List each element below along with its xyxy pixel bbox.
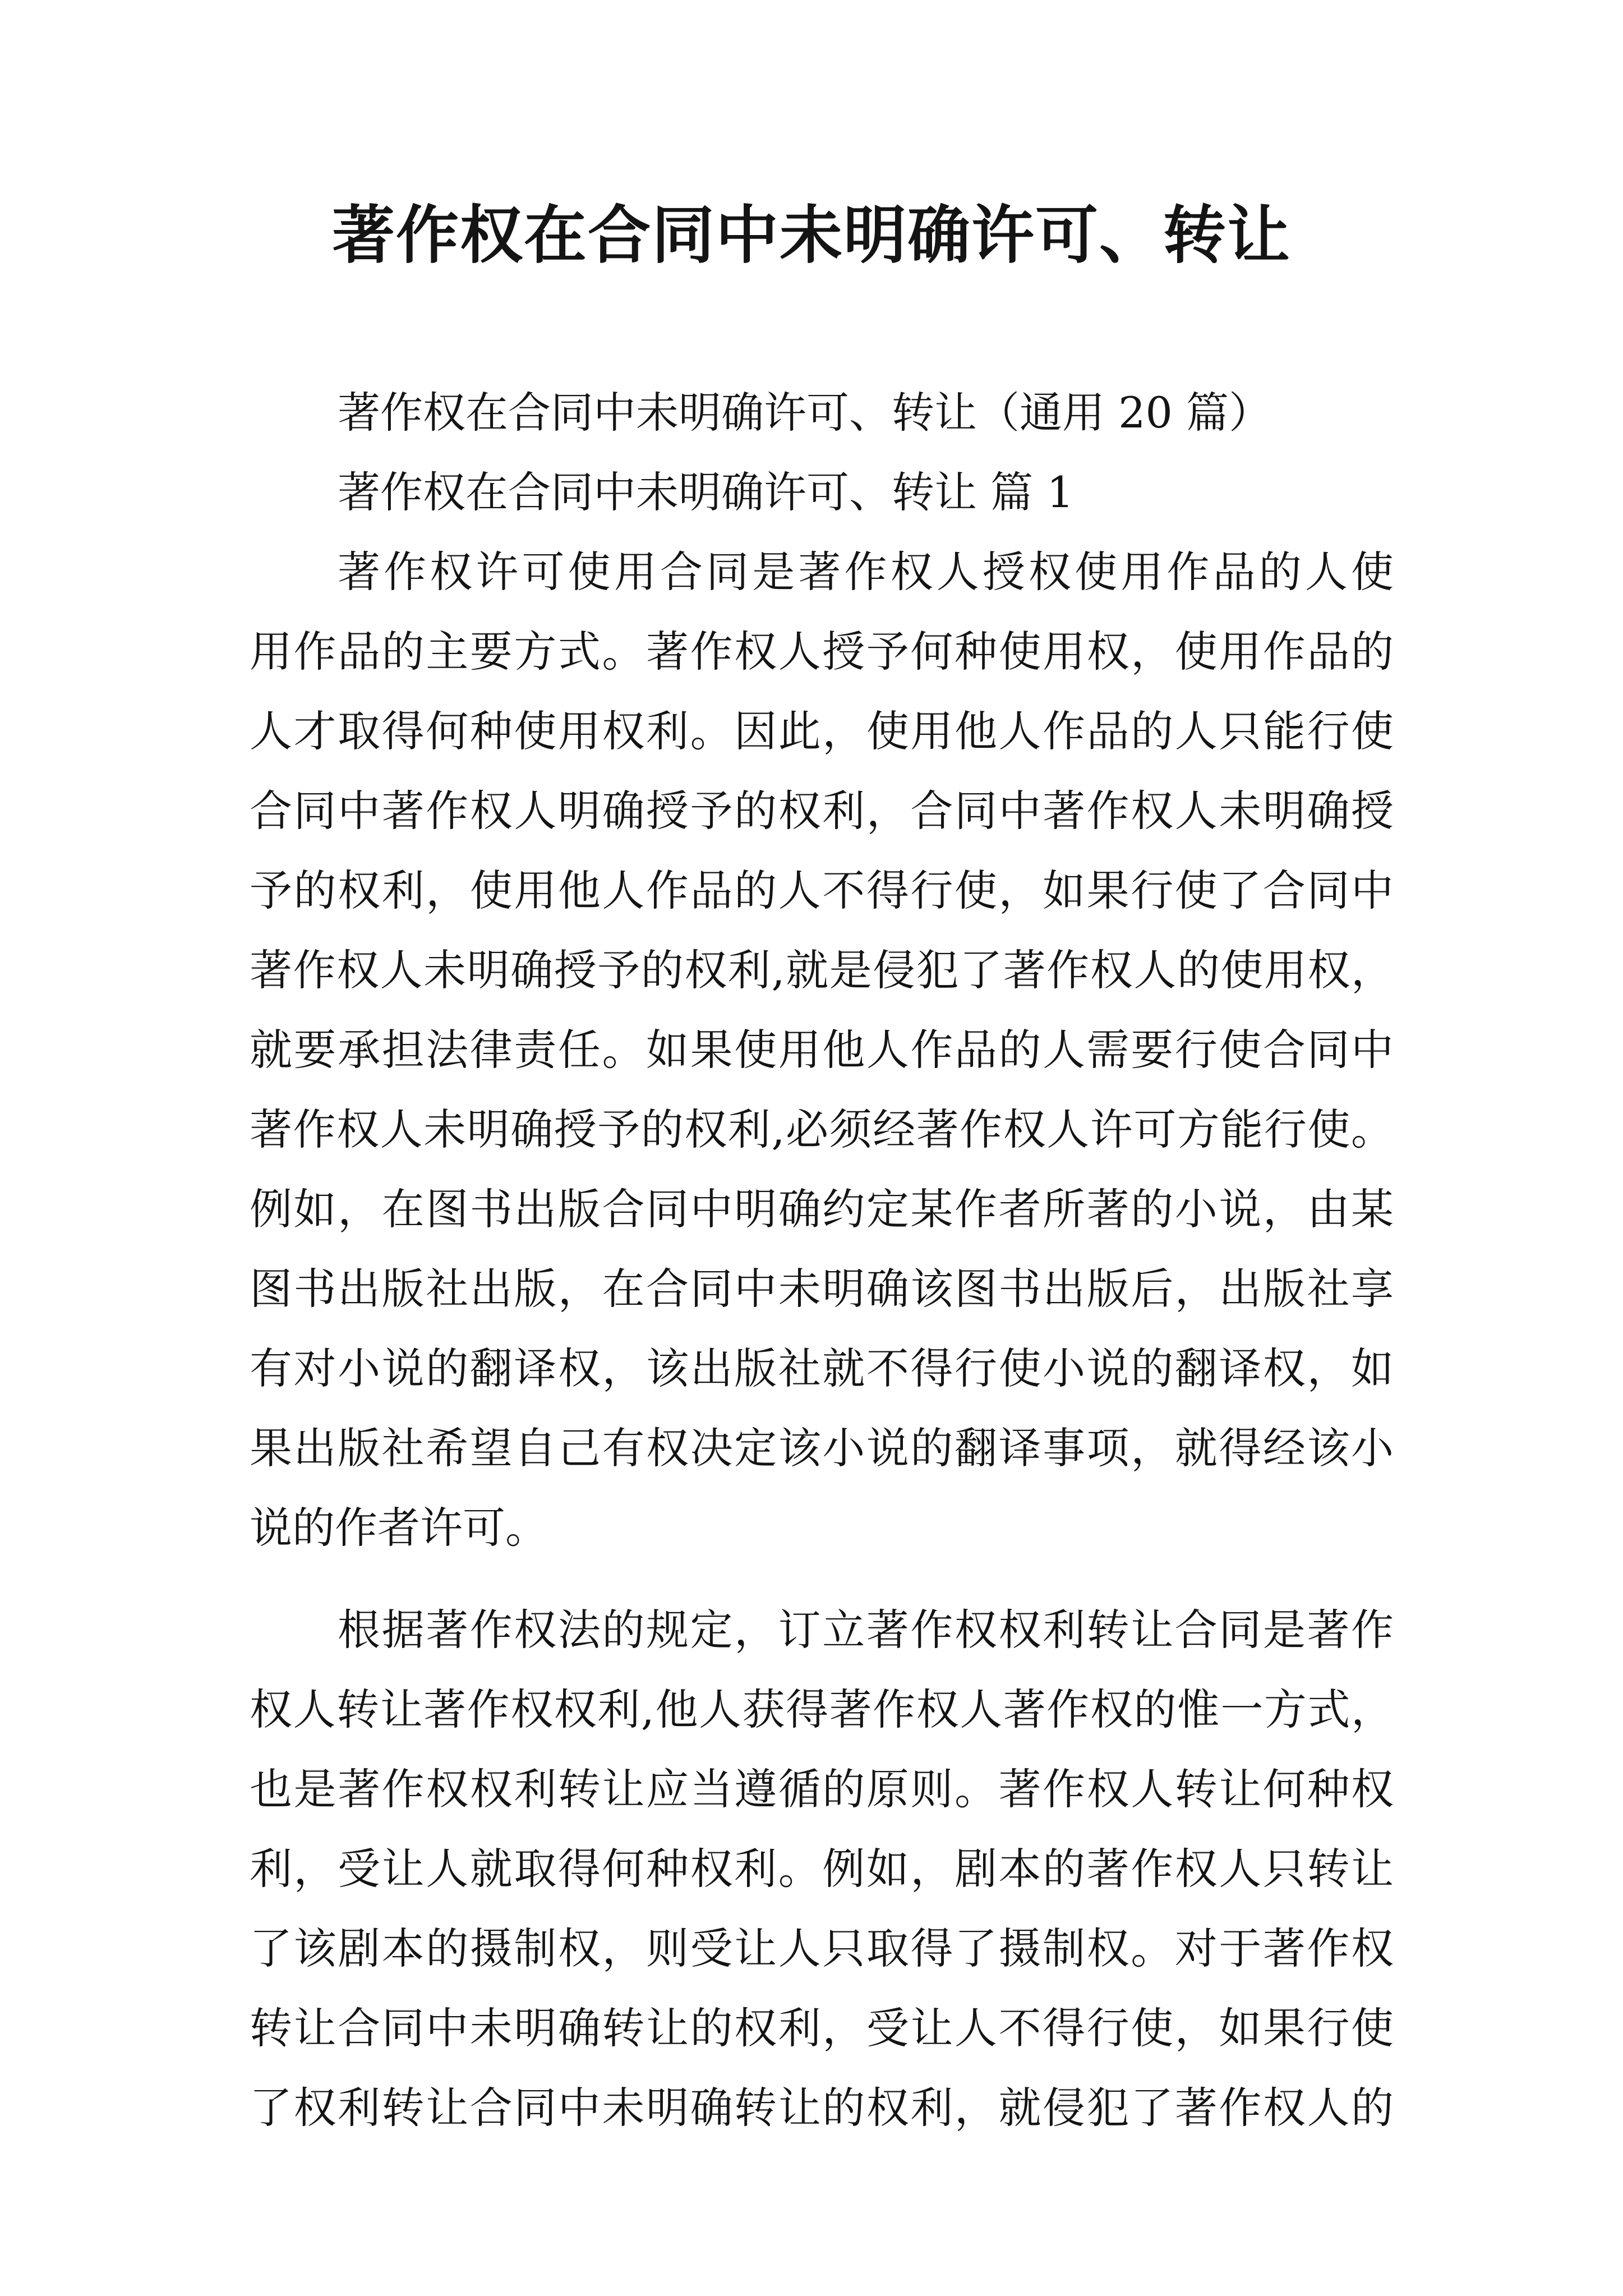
section-heading: 著作权在合同中未明确许可、转让 篇 1 — [338, 467, 1074, 517]
paragraph-line: 用作品的主要方式。著作权人授予何种使用权，使用作品的 — [250, 627, 1394, 677]
subtitle-line: 著作权在合同中未明确许可、转让（通用 20 篇） — [338, 388, 1272, 438]
paragraph-line: 就要承担法律责任。如果使用他人作品的人需要行使合同中 — [250, 1025, 1394, 1075]
paragraph-line: 人才取得何种使用权利。因此，使用他人作品的人只能行使 — [250, 706, 1394, 756]
document-body — [250, 373, 1394, 2148]
paragraph-line: 了权利转让合同中未明确转让的权利，就侵犯了著作权人的 — [250, 2083, 1394, 2133]
paragraph-2 — [250, 1590, 1394, 2148]
paragraph-line: 图书出版社出版，在合同中未明确该图书出版后，出版社享 — [250, 1264, 1394, 1314]
paragraph-line: 果出版社希望自己有权决定该小说的翻译事项，就得经该小 — [250, 1423, 1394, 1473]
paragraph-line: 了该剧本的摄制权，则受让人只取得了摄制权。对于著作权 — [250, 1924, 1394, 1973]
paragraph-line: 根据著作权法的规定，订立著作权权利转让合同是著作 — [338, 1605, 1394, 1655]
paragraph-line: 利，受让人就取得何种权利。例如，剧本的著作权人只转让 — [250, 1844, 1394, 1894]
paragraph-line: 权人转让著作权权利,他人获得著作权人著作权的惟一方式， — [250, 1685, 1394, 1734]
paragraph-line: 转让合同中未明确转让的权利，受让人不得行使，如果行使 — [250, 2003, 1394, 2053]
paragraph-line: 著作权人未明确授予的权利,必须经著作权人许可方能行使。 — [250, 1105, 1394, 1154]
document-title: 著作权在合同中未明确许可、转让 — [332, 199, 1291, 272]
paragraph-1 — [250, 532, 1394, 1568]
paragraph-line: 著作权人未明确授予的权利,就是侵犯了著作权人的使用权， — [250, 945, 1394, 995]
paragraph-line: 说的作者许可。 — [250, 1503, 548, 1553]
paragraph-line: 例如，在图书出版合同中明确约定某作者所著的小说，由某 — [250, 1184, 1394, 1234]
paragraph-line: 著作权许可使用合同是著作权人授权使用作品的人使 — [338, 547, 1394, 597]
paragraph-line: 合同中著作权人明确授予的权利，合同中著作权人未明确授 — [250, 786, 1394, 836]
paragraph-line: 也是著作权权利转让应当遵循的原则。著作权人转让何种权 — [250, 1764, 1394, 1814]
paragraph-line: 有对小说的翻译权，该出版社就不得行使小说的翻译权，如 — [250, 1343, 1394, 1393]
paragraph-line: 予的权利，使用他人作品的人不得行使，如果行使了合同中 — [250, 866, 1394, 915]
